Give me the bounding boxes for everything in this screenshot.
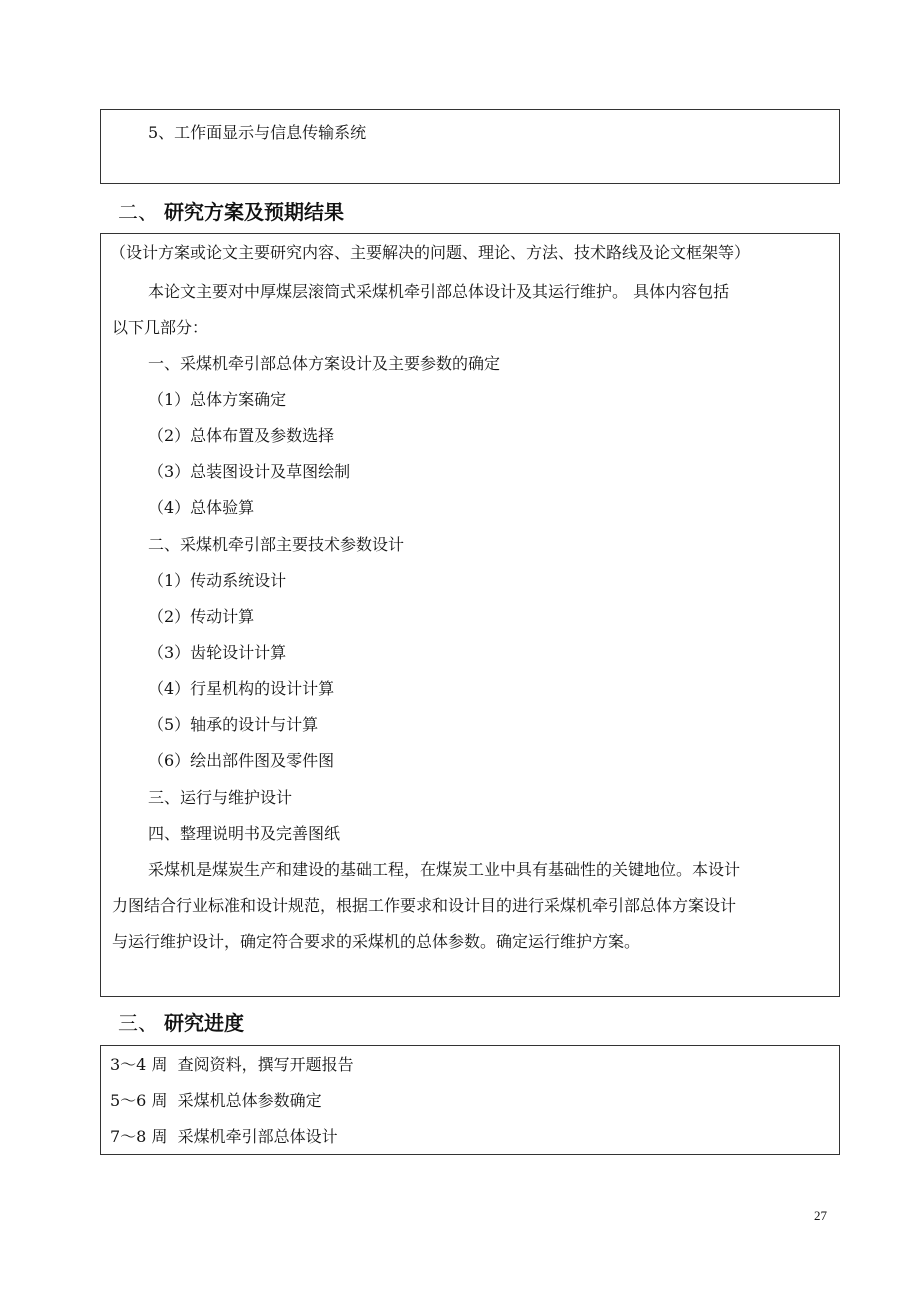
paragraph-line: 力图结合行业标准和设计规范，根据工作要求和设计目的进行采煤机牵引部总体方案设计 — [112, 896, 737, 915]
paragraph-line: 以下几部分： — [112, 318, 209, 337]
paragraph-line: 本论文主要对中厚煤层滚筒式采煤机牵引部总体设计及其运行维护。 具体内容包括 — [148, 282, 730, 301]
box-instruction: （设计方案或论文主要研究内容、主要解决的问题、理论、方法、技术路线及论文框架等） — [110, 243, 751, 262]
list-item: （6）绘出部件图及零件图 — [148, 751, 335, 770]
list-heading: 一、采煤机牵引部总体方案设计及主要参数的确定 — [148, 354, 501, 373]
list-item: （2）总体布置及参数选择 — [148, 426, 335, 445]
list-item: （1）总体方案确定 — [148, 390, 287, 409]
section-heading-3 — [118, 1009, 244, 1037]
list-item: （5）轴承的设计与计算 — [148, 715, 319, 734]
paragraph-line: 与运行维护设计，确定符合要求的采煤机的总体参数。确定运行维护方案。 — [112, 932, 641, 951]
list-heading: 三、运行与维护设计 — [148, 788, 293, 807]
list-item: （1）传动系统设计 — [148, 571, 287, 590]
schedule-row: 3～4 周 查阅资料，撰写开题报告 — [110, 1055, 354, 1074]
item-display-transmission: 5、工作面显示与信息传输系统 — [148, 123, 367, 142]
section-number: 三、 — [118, 1011, 158, 1035]
paragraph-line: 采煤机是煤炭生产和建设的基础工程，在煤炭工业中具有基础性的关键地位。本设计 — [148, 860, 741, 879]
section-title: 研究进度 — [164, 1011, 244, 1035]
list-item: （4）行星机构的设计计算 — [148, 679, 335, 698]
schedule-row: 7～8 周 采煤机牵引部总体设计 — [110, 1127, 338, 1146]
section-number: 二、 — [118, 200, 158, 224]
section-title: 研究方案及预期结果 — [164, 200, 344, 224]
list-heading: 四、整理说明书及完善图纸 — [148, 824, 341, 843]
schedule-row: 5～6 周 采煤机总体参数确定 — [110, 1091, 322, 1110]
section-heading-2 — [118, 198, 344, 226]
list-item: （3）齿轮设计计算 — [148, 643, 287, 662]
list-item: （4）总体验算 — [148, 498, 255, 517]
list-item: （3）总装图设计及草图绘制 — [148, 462, 351, 481]
list-item: （2）传动计算 — [148, 607, 255, 626]
list-heading: 二、采煤机牵引部主要技术参数设计 — [148, 535, 405, 554]
page-number: 27 — [814, 1208, 827, 1223]
